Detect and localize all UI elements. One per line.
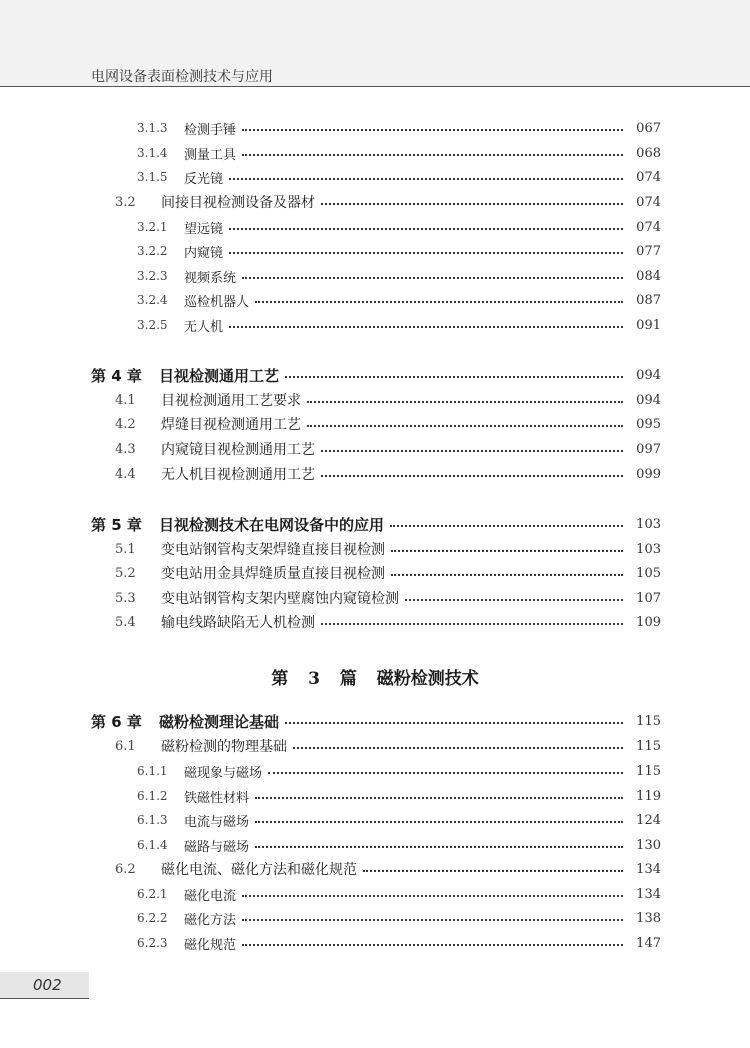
book-title: 电网设备表面检测技术与应用 bbox=[91, 69, 273, 85]
dot-leader bbox=[293, 747, 623, 749]
toc-entry-number: 5.2 bbox=[115, 565, 136, 581]
dot-leader bbox=[242, 129, 623, 131]
toc-entry-title: 视频系统 bbox=[184, 270, 237, 286]
dot-leader bbox=[242, 944, 623, 946]
dot-leader bbox=[285, 376, 623, 378]
toc-entry-number: 6.1.2 bbox=[137, 789, 168, 803]
toc-entry-page: 095 bbox=[636, 416, 661, 432]
toc-entry[interactable] bbox=[0, 735, 661, 757]
toc-entry-page: 115 bbox=[636, 763, 661, 779]
dot-leader bbox=[268, 772, 623, 774]
toc-entry-title: 间接目视检测设备及器材 bbox=[161, 195, 315, 211]
toc-entry-title: 磁路与磁场 bbox=[184, 839, 250, 855]
toc-entry[interactable] bbox=[0, 587, 661, 609]
toc-entry-number: 6.2 bbox=[115, 861, 136, 877]
toc-entry-page: 103 bbox=[636, 516, 661, 532]
toc-entry-page: 109 bbox=[636, 614, 661, 630]
dot-leader bbox=[255, 301, 623, 303]
toc-entry-page: 134 bbox=[636, 886, 661, 902]
toc-entry[interactable] bbox=[0, 389, 661, 411]
chapter-title: 目视检测通用工艺 bbox=[159, 366, 280, 385]
dot-leader bbox=[391, 574, 623, 576]
toc-entry-number: 6.1.4 bbox=[137, 838, 168, 852]
toc-chapter-4[interactable] bbox=[0, 364, 661, 386]
toc-entry-number: 6.1.3 bbox=[137, 813, 168, 827]
dot-leader bbox=[321, 203, 623, 205]
toc-entry-title: 无人机目视检测通用工艺 bbox=[161, 467, 315, 483]
toc-entry-title: 磁化电流、磁化方法和磁化规范 bbox=[161, 862, 357, 878]
toc-entry[interactable] bbox=[0, 216, 661, 238]
chapter-number: 第 6 章 bbox=[91, 712, 142, 731]
dot-leader bbox=[321, 475, 623, 477]
toc-entry[interactable] bbox=[0, 191, 661, 213]
toc-entry[interactable] bbox=[0, 438, 661, 460]
toc-chapter-6[interactable] bbox=[0, 710, 661, 732]
dot-leader bbox=[229, 252, 623, 254]
dot-leader bbox=[391, 550, 623, 552]
toc-entry[interactable] bbox=[0, 562, 661, 584]
toc-entry-number: 6.2.2 bbox=[137, 911, 168, 925]
toc-entry-page: 084 bbox=[636, 268, 661, 284]
toc-entry-page: 068 bbox=[636, 145, 661, 161]
toc-entry-page: 087 bbox=[636, 292, 661, 308]
dot-leader bbox=[242, 895, 623, 897]
toc-entry[interactable] bbox=[0, 463, 661, 485]
toc-entry[interactable] bbox=[0, 858, 661, 880]
dot-leader bbox=[229, 228, 623, 230]
toc-entry-title: 测量工具 bbox=[184, 147, 237, 163]
page-number: 002 bbox=[33, 976, 62, 994]
toc-entry-title: 磁现象与磁场 bbox=[184, 765, 263, 781]
toc-entry[interactable] bbox=[0, 883, 661, 905]
toc-entry-number: 5.3 bbox=[115, 590, 136, 606]
toc-entry-title: 无人机 bbox=[184, 319, 224, 335]
toc-entry-page: 067 bbox=[636, 120, 661, 136]
toc-entry[interactable] bbox=[0, 314, 661, 336]
toc-entry[interactable] bbox=[0, 166, 661, 188]
toc-entry-page: 097 bbox=[636, 441, 661, 457]
dot-leader bbox=[405, 599, 623, 601]
chapter-number: 第 4 章 bbox=[91, 366, 142, 385]
toc-entry[interactable] bbox=[0, 289, 661, 311]
toc-entry-number: 6.2.3 bbox=[137, 936, 168, 950]
toc-entry-page: 074 bbox=[636, 219, 661, 235]
toc-entry[interactable] bbox=[0, 240, 661, 262]
toc-entry-page: 074 bbox=[636, 194, 661, 210]
toc-entry-number: 3.2.5 bbox=[137, 318, 168, 332]
toc-entry-number: 3.2.1 bbox=[137, 220, 168, 234]
toc-chapter-5[interactable] bbox=[0, 513, 661, 535]
toc-entry[interactable] bbox=[0, 785, 661, 807]
dot-leader bbox=[307, 401, 623, 403]
toc-entry-title: 检测手锤 bbox=[184, 122, 237, 138]
chapter-title: 目视检测技术在电网设备中的应用 bbox=[159, 515, 385, 534]
toc-entry-page: 147 bbox=[636, 935, 661, 951]
toc-entry-page: 130 bbox=[636, 837, 661, 853]
toc-entry-page: 091 bbox=[636, 317, 661, 333]
dot-leader bbox=[255, 797, 623, 799]
toc-entry-page: 107 bbox=[636, 590, 661, 606]
toc-entry-title: 变电站钢管构支架焊缝直接目视检测 bbox=[161, 542, 385, 558]
toc-entry[interactable] bbox=[0, 834, 661, 856]
toc-entry-title: 望远镜 bbox=[184, 221, 224, 237]
dot-leader bbox=[285, 722, 623, 724]
toc-entry-number: 5.1 bbox=[115, 541, 136, 557]
toc-entry-page: 094 bbox=[636, 392, 661, 408]
toc-entry-title: 目视检测通用工艺要求 bbox=[161, 393, 301, 409]
toc-entry-title: 输电线路缺陷无人机检测 bbox=[161, 615, 315, 631]
toc-entry-title: 磁化电流 bbox=[184, 888, 237, 904]
toc-entry-title: 变电站用金具焊缝质量直接目视检测 bbox=[161, 566, 385, 582]
toc-entry[interactable] bbox=[0, 760, 661, 782]
toc-entry[interactable] bbox=[0, 265, 661, 287]
toc-entry-number: 3.2.2 bbox=[137, 244, 168, 258]
dot-leader bbox=[390, 525, 623, 527]
page-header bbox=[0, 0, 750, 87]
dot-leader bbox=[242, 277, 623, 279]
toc-entry[interactable] bbox=[0, 142, 661, 164]
toc-entry-title: 磁化规范 bbox=[184, 937, 237, 953]
dot-leader bbox=[229, 326, 623, 328]
toc-entry-title: 铁磁性材料 bbox=[184, 790, 250, 806]
toc-entry-page: 124 bbox=[636, 812, 661, 828]
toc-entry-title: 内窥镜目视检测通用工艺 bbox=[161, 442, 315, 458]
toc-entry-page: 074 bbox=[636, 169, 661, 185]
toc-entry[interactable] bbox=[0, 413, 661, 435]
dot-leader bbox=[363, 870, 623, 872]
dot-leader bbox=[321, 623, 623, 625]
toc-entry-title: 变电站钢管构支架内壁腐蚀内窥镜检测 bbox=[161, 591, 399, 607]
toc-entry-page: 115 bbox=[636, 713, 661, 729]
toc-entry-number: 4.3 bbox=[115, 441, 136, 457]
toc-entry-page: 105 bbox=[636, 565, 661, 581]
toc-entry-number: 4.2 bbox=[115, 416, 136, 432]
toc-entry-page: 077 bbox=[636, 243, 661, 259]
toc-entry-number: 4.1 bbox=[115, 392, 136, 408]
toc-entry-page: 115 bbox=[636, 738, 661, 754]
toc-entry-number: 6.2.1 bbox=[137, 887, 168, 901]
chapter-number: 第 5 章 bbox=[91, 515, 142, 534]
toc-entry[interactable] bbox=[0, 932, 661, 954]
dot-leader bbox=[255, 821, 623, 823]
page-footer bbox=[0, 972, 89, 999]
toc-entry-number: 3.2 bbox=[115, 194, 136, 210]
toc-entry-number: 5.4 bbox=[115, 614, 136, 630]
toc-entry-title: 反光镜 bbox=[184, 171, 224, 187]
toc-entry-title: 磁化方法 bbox=[184, 912, 237, 928]
dot-leader bbox=[242, 154, 623, 156]
toc-entry-number: 6.1 bbox=[115, 738, 136, 754]
toc-entry-number: 3.1.5 bbox=[137, 170, 168, 184]
dot-leader bbox=[229, 178, 623, 180]
toc-entry-title: 电流与磁场 bbox=[184, 814, 250, 830]
toc-entry-number: 4.4 bbox=[115, 466, 136, 482]
toc-entry-page: 099 bbox=[636, 466, 661, 482]
toc-entry-page: 094 bbox=[636, 367, 661, 383]
toc-entry-number: 6.1.1 bbox=[137, 764, 168, 778]
toc-entry-number: 3.2.3 bbox=[137, 269, 168, 283]
dot-leader bbox=[255, 846, 623, 848]
toc-entry-page: 119 bbox=[636, 788, 661, 804]
toc-entry-number: 3.1.3 bbox=[137, 121, 168, 135]
toc-entry-page: 103 bbox=[636, 541, 661, 557]
dot-leader bbox=[242, 919, 623, 921]
toc-entry[interactable] bbox=[0, 538, 661, 560]
toc-entry-number: 3.2.4 bbox=[137, 293, 168, 307]
dot-leader bbox=[321, 450, 623, 452]
chapter-title: 磁粉检测理论基础 bbox=[159, 712, 280, 731]
toc-entry-title: 焊缝目视检测通用工艺 bbox=[161, 417, 301, 433]
toc-entry-page: 138 bbox=[636, 910, 661, 926]
toc-entry-title: 磁粉检测的物理基础 bbox=[161, 739, 287, 755]
part-heading: 第 3 篇 磁粉检测技术 bbox=[271, 669, 479, 689]
toc-entry-title: 内窥镜 bbox=[184, 245, 224, 261]
toc-entry[interactable] bbox=[0, 809, 661, 831]
toc-entry-page: 134 bbox=[636, 861, 661, 877]
toc-entry-title: 巡检机器人 bbox=[184, 294, 250, 310]
toc-entry-number: 3.1.4 bbox=[137, 146, 168, 160]
toc-entry[interactable] bbox=[0, 907, 661, 929]
dot-leader bbox=[307, 425, 623, 427]
toc-entry[interactable] bbox=[0, 117, 661, 139]
toc-entry[interactable] bbox=[0, 611, 661, 633]
